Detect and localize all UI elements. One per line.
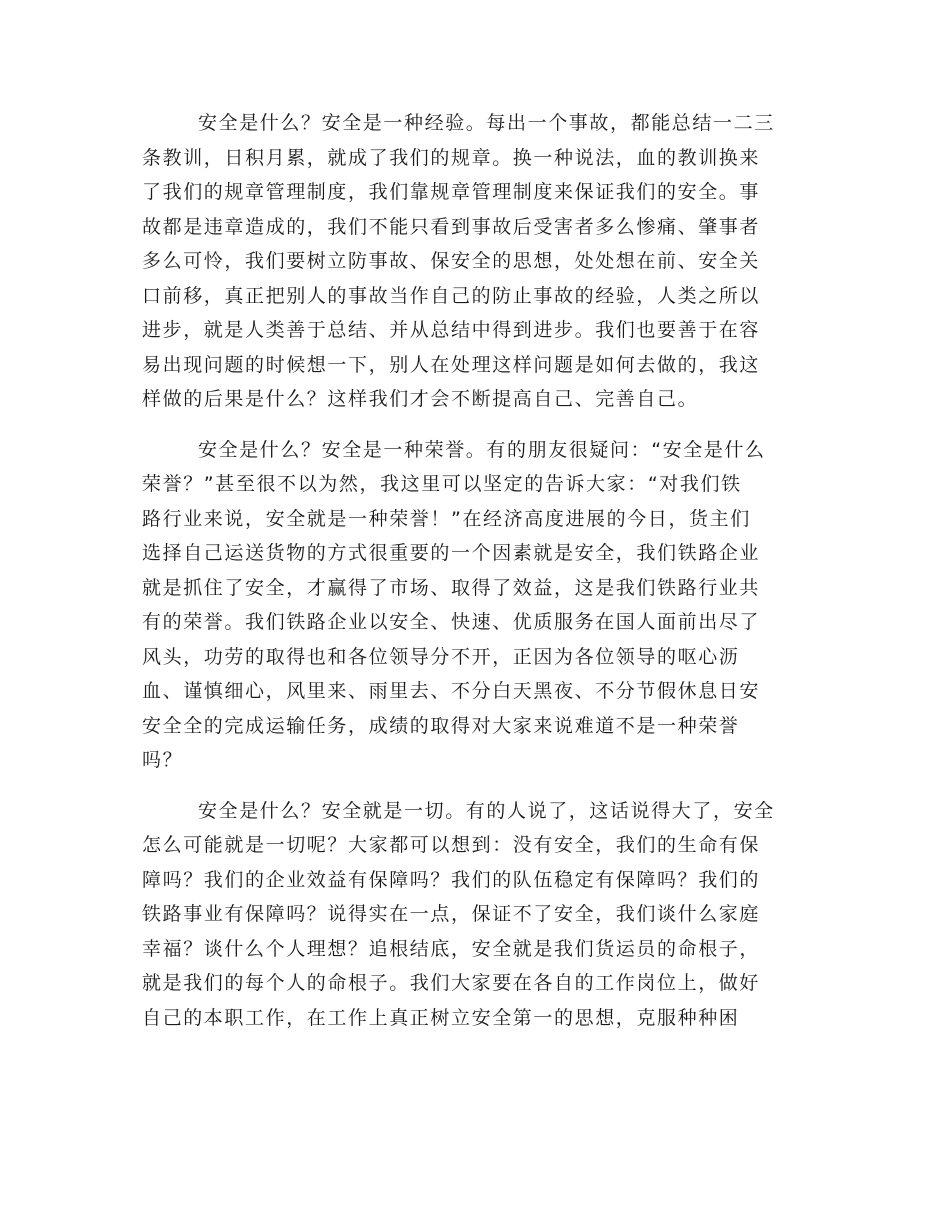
text-line: 铁路事业有保障吗？说得实在一点，保证不了安全，我们谈什么家庭 (142, 903, 761, 925)
text-line: 选择自己运送货物的方式很重要的一个因素就是安全，我们铁路企业 (142, 542, 761, 564)
text-line: 吗？ (142, 749, 184, 771)
text-line: 安全是什么？安全就是一切。有的人说了，这话说得大了，安全 (198, 799, 775, 822)
text-line: 怎么可能就是一切呢？大家都可以想到：没有安全，我们的生命有保 (142, 834, 761, 856)
text-line: 进步，就是人类善于总结、并从总结中得到进步。我们也要善于在容 (142, 319, 761, 341)
text-line: 自己的本职工作，在工作上真正树立安全第一的思想，克服种种困 (142, 1006, 740, 1029)
text-line: 故都是违章造成的，我们不能只看到事故后受害者多么惨痛、肇事者 (142, 215, 761, 238)
text-line: 安全是什么？安全是一种荣誉。有的朋友很疑问：“安全是什么 (198, 438, 766, 461)
paragraph-1 (142, 106, 806, 417)
text-line: 口前移，真正把别人的事故当作自己的防止事故的经验，人类之所以 (142, 284, 761, 307)
text-line: 安全是什么？安全是一种经验。每出一个事故，都能总结一二三 (198, 112, 775, 134)
text-line: 易出现问题的时候想一下，别人在处理这样问题是如何去做的，我这 (142, 353, 761, 376)
text-line: 多么可怜，我们要树立防事故、保安全的思想，处处想在前、安全关 (142, 250, 761, 272)
text-line: 条教训，日积月累，就成了我们的规章。换一种说法，血的教训换来 (142, 146, 761, 169)
text-line: 了我们的规章管理制度，我们靠规章管理制度来保证我们的安全。事 (142, 181, 761, 203)
paragraph-2 (142, 433, 806, 778)
text-line: 血、谨慎细心，风里来、雨里去、不分白天黑夜、不分节假休息日安 (142, 680, 761, 702)
text-line: 幸福？谈什么个人理想？追根结底，安全就是我们货运员的命根子， (142, 937, 761, 960)
text-line: 风头，功劳的取得也和各位领导分不开，正因为各位领导的呕心沥 (142, 645, 740, 668)
text-line: 安全全的完成运输任务，成绩的取得对大家来说难道不是一种荣誉 (142, 714, 740, 737)
text-line: 就是抓住了安全，才赢得了市场、取得了效益，这是我们铁路行业共 (142, 576, 761, 599)
text-line: 有的荣誉。我们铁路企业以安全、快速、优质服务在国人面前出尽了 (142, 611, 761, 633)
text-line: 路行业来说，安全就是一种荣誉！”在经济高度进展的今日，货主们 (142, 507, 751, 530)
paragraph-3 (142, 794, 806, 1036)
text-line: 就是我们的每个人的命根子。我们大家要在各自的工作岗位上，做好 (142, 972, 761, 994)
document-body (142, 106, 806, 1051)
text-line: 样做的后果是什么？这样我们才会不断提高自己、完善自己。 (142, 388, 699, 410)
text-line: 荣誉？”甚至很不以为然，我这里可以坚定的告诉大家：“对我们铁 (142, 473, 742, 495)
text-line: 障吗？我们的企业效益有保障吗？我们的队伍稳定有保障吗？我们的 (142, 868, 761, 891)
